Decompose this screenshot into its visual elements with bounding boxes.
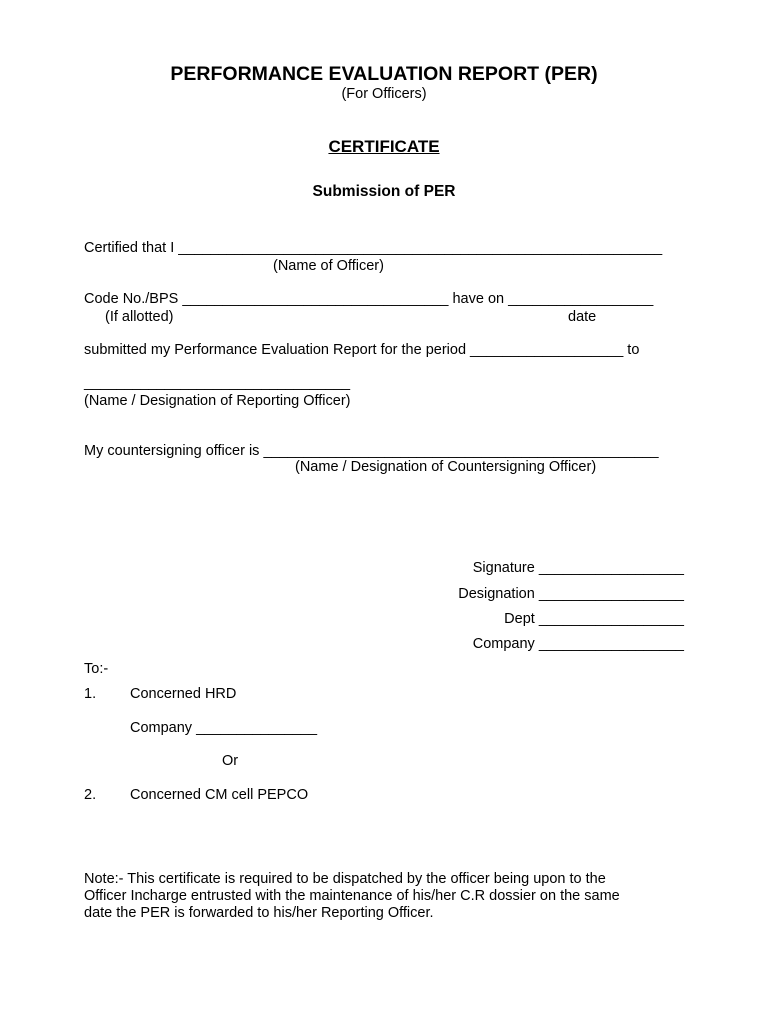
reporting-officer-blank: _________________________________ [84, 375, 351, 391]
name-of-officer-caption: (Name of Officer) [273, 258, 384, 274]
dept-line: Dept __________________ [504, 611, 684, 627]
reporting-officer-caption: (Name / Designation of Reporting Officer) [84, 393, 351, 409]
certificate-heading: CERTIFICATE [328, 137, 440, 156]
period-line: submitted my Performance Evaluation Report for the period ___________________ to [84, 342, 640, 358]
item-2-number: 2. [84, 787, 97, 803]
submission-heading: Submission of PER [312, 183, 456, 200]
document-subtitle: (For Officers) [341, 86, 427, 102]
if-allotted-caption: (If allotted) [105, 309, 174, 325]
item-2-text: Concerned CM cell PEPCO [130, 787, 309, 803]
signature-line: Signature __________________ [472, 560, 684, 576]
date-caption: date [568, 309, 597, 325]
code-bps-line: Code No./BPS _________________________________ have on __________________ [84, 291, 654, 307]
certified-line: Certified that I ____________________________________________________________ [84, 240, 663, 256]
note-line-1: Note:- This certificate is required to be dispatched by the officer being upon to the [84, 871, 606, 887]
company-line: Company __________________ [472, 636, 684, 652]
countersigning-caption: (Name / Designation of Countersigning Officer) [295, 459, 597, 475]
countersigning-line: My countersigning officer is _________________________________________________ [84, 443, 659, 459]
hrd-company-line: Company _______________ [130, 720, 318, 736]
note-line-2: Officer Incharge entrusted with the maintenance of his/her C.R dossier on the same [84, 888, 620, 904]
note-line-3: date the PER is forwarded to his/her Reporting Officer. [84, 905, 434, 921]
item-1-number: 1. [84, 686, 97, 702]
document-title: PERFORMANCE EVALUATION REPORT (PER) [170, 63, 598, 85]
or-text: Or [222, 753, 239, 769]
to-label: To:- [84, 661, 109, 677]
item-1-text: Concerned HRD [130, 686, 237, 702]
designation-line: Designation __________________ [458, 586, 684, 602]
